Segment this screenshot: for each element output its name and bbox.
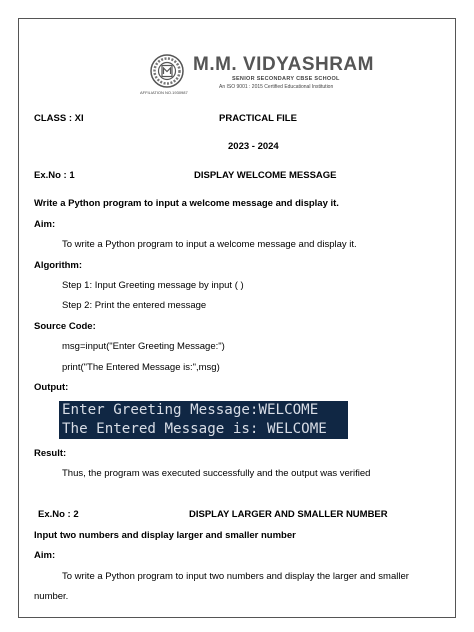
ex1-aim-text: To write a Python program to input a welcome message and display it. <box>62 239 357 250</box>
ex2-question: Input two numbers and display larger and smaller number <box>34 530 296 541</box>
school-subtitle: SENIOR SECONDARY CBSE SCHOOL <box>232 76 340 82</box>
ex1-question: Write a Python program to input a welcome message and display it. <box>34 198 339 209</box>
class-label: CLASS : XI <box>34 113 84 124</box>
ex1-code-line-1: msg=input("Enter Greeting Message:") <box>62 341 225 352</box>
ex1-number: Ex.No : 1 <box>34 170 75 181</box>
ex1-result-label: Result: <box>34 448 67 459</box>
ex2-number: Ex.No : 2 <box>38 509 79 520</box>
output-console-screenshot <box>59 401 348 439</box>
document-page <box>18 18 456 618</box>
school-seal-icon <box>150 54 184 88</box>
affiliation-number: AFFILIATION NO.1930987 <box>140 90 188 95</box>
ex1-source-code-label: Source Code: <box>34 321 96 332</box>
ex2-aim-text-line-1: To write a Python program to input two numbers and display the larger and smaller <box>62 571 409 582</box>
school-iso-line: An ISO 9001 : 2015 Certified Educational Institution <box>219 84 334 90</box>
practical-file-title: PRACTICAL FILE <box>219 113 297 124</box>
academic-year: 2023 - 2024 <box>228 141 279 152</box>
ex1-title: DISPLAY WELCOME MESSAGE <box>194 170 337 181</box>
ex1-result-text: Thus, the program was executed successfully and the output was verified <box>62 468 371 479</box>
ex2-title: DISPLAY LARGER AND SMALLER NUMBER <box>189 509 388 520</box>
ex1-output-label: Output: <box>34 382 69 393</box>
console-line-2: The Entered Message is: WELCOME <box>62 421 327 437</box>
ex1-code-line-2: print("The Entered Message is:",msg) <box>62 362 220 373</box>
console-line-1: Enter Greeting Message:WELCOME <box>62 402 319 418</box>
ex1-algorithm-label: Algorithm: <box>34 260 83 271</box>
ex1-aim-label: Aim: <box>34 219 56 230</box>
ex2-aim-label: Aim: <box>34 550 56 561</box>
ex2-aim-text-line-2: number. <box>34 591 69 602</box>
ex1-step-1: Step 1: Input Greeting message by input ( ) <box>62 280 244 291</box>
ex1-step-2: Step 2: Print the entered message <box>62 300 207 311</box>
school-name: M.M. VIDYASHRAM <box>193 54 374 75</box>
